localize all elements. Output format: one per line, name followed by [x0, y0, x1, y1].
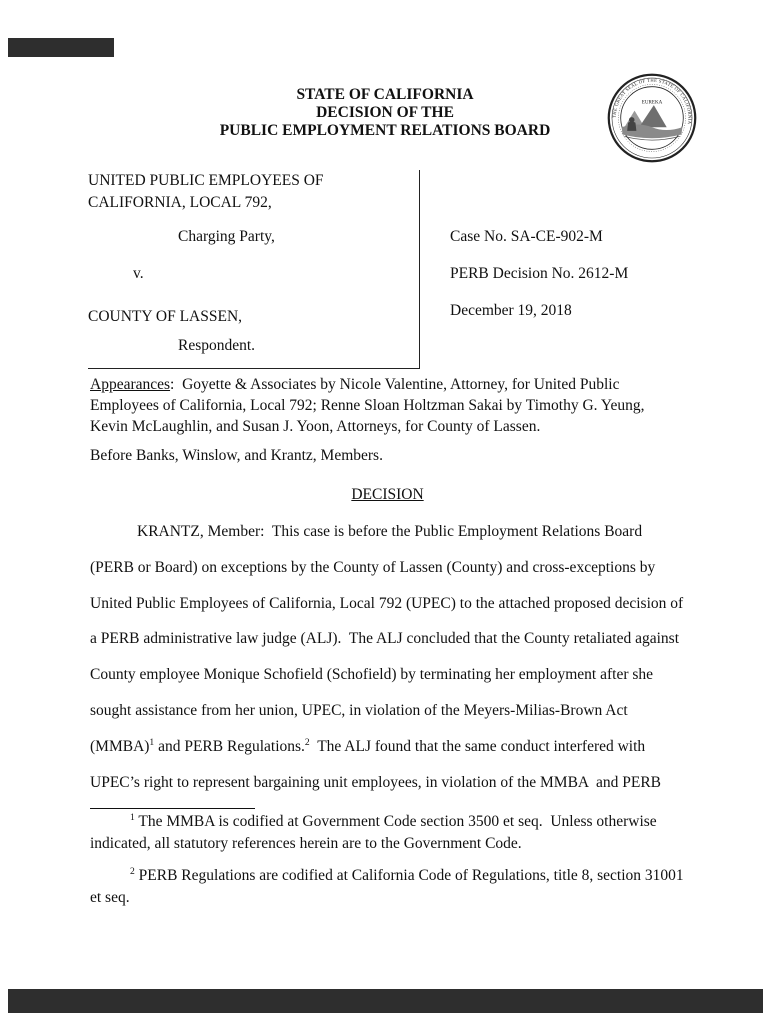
respondent-role: Respondent. [178, 337, 256, 354]
decision-date: December 19, 2018 [450, 302, 572, 319]
header-decision-line: DECISION OF THE [316, 104, 454, 121]
decision-heading [90, 484, 685, 506]
seal-ring-text: THE GREAT SEAL OF THE STATE OF CALIFORNIA [611, 77, 693, 125]
decision-body-paragraph [90, 514, 688, 800]
decision-number: PERB Decision No. 2612-M [450, 265, 629, 282]
appearances-label: Appearances [90, 376, 171, 393]
appearances-paragraph [90, 374, 685, 437]
header-board-line: PUBLIC EMPLOYMENT RELATIONS BOARD [219, 122, 551, 139]
case-caption-box [88, 170, 420, 369]
appearances-text: : Goyette & Associates by Nicole Valentine, Attorney, for United Public Employees of California, Local 792; Renne Sloan Holtzman Sakai by Timothy G. Yeung, Kevin McLaughlin, and Susan J. Yoon, Attorneys, for County of Lassen. [90, 376, 649, 435]
footnote-section [90, 808, 688, 909]
body-text-part1: KRANTZ, Member: This case is before the Public Employment Relations Board (PERB or Board) on exceptions by the County of Lassen (County) and cross-exceptions by United Public Employees of California, Local 792 (UPEC) to the attached proposed decision of a PERB administrative law judge (ALJ). The ALJ concluded that the County retaliated against County employee Monique Schofield (Schofield) by terminating her employment after she sought assistance from her union, UPEC, in violation of the Meyers-Milias-Brown Act (MMBA) [90, 523, 688, 755]
charging-party-name-line2: CALIFORNIA, LOCAL 792, [88, 194, 272, 211]
body-text-part3: The ALJ found that the same conduct interfered with UPEC’s right to represent bargaining unit employees, in violation of the MMBA and PERB [90, 737, 662, 791]
footnote-1-text: The MMBA is codified at Government Code section 3500 et seq. Unless otherwise indicated, all statutory references herein are to the Government Code. [90, 813, 661, 852]
charging-party-name-line1: UNITED PUBLIC EMPLOYEES OF [88, 172, 324, 189]
body-text-part2: and PERB Regulations. [154, 737, 305, 755]
footnote-2-marker: 2 [130, 865, 135, 877]
scan-artifact-bottom-bar [8, 989, 763, 1013]
california-great-seal-icon [606, 72, 698, 164]
scan-artifact-top-bar [8, 38, 114, 57]
footnote-separator-line [90, 808, 255, 809]
header-state-line: STATE OF CALIFORNIA [296, 86, 474, 103]
footnote-2 [90, 865, 688, 909]
footnote-ref-1: 1 [149, 736, 155, 748]
charging-party-role: Charging Party, [178, 228, 275, 245]
seal-motto: EUREKA [641, 99, 663, 106]
seal-graphic [606, 72, 698, 164]
footnote-2-text: PERB Regulations are codified at California Code of Regulations, title 8, section 31001 et seq. [90, 867, 688, 906]
footnote-1-marker: 1 [130, 811, 135, 823]
panel-members-line: Before Banks, Winslow, and Krantz, Members. [90, 447, 383, 464]
decision-heading-text: DECISION [351, 486, 424, 503]
footnote-1 [90, 811, 685, 855]
seal-figure-body [627, 122, 636, 131]
case-info-block [450, 226, 628, 337]
versus-label: v. [133, 265, 144, 282]
case-number: Case No. SA-CE-902-M [450, 228, 603, 245]
respondent-name: COUNTY OF LASSEN, [88, 308, 243, 325]
footnote-ref-2: 2 [304, 736, 310, 748]
